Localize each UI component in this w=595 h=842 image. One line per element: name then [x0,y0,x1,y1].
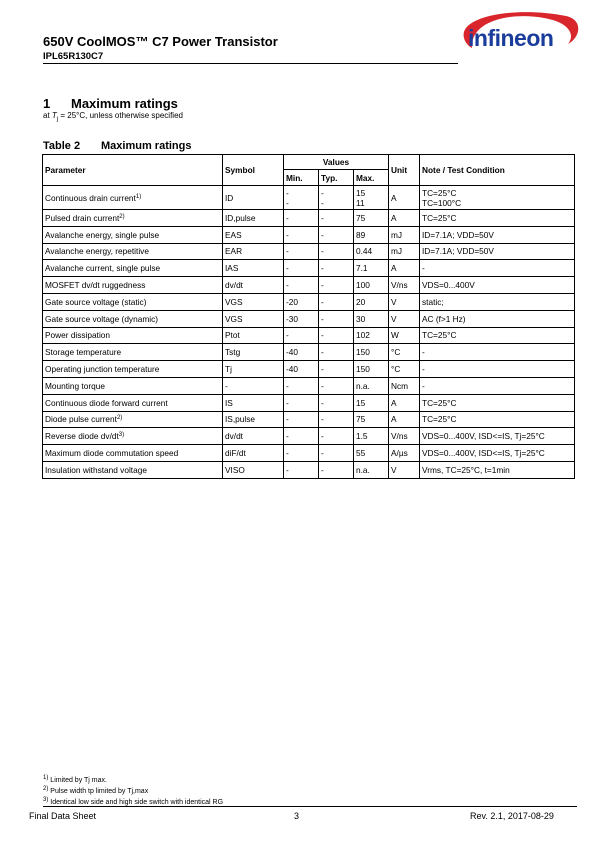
cell-typ: - [319,226,354,243]
cell-symbol: dv/dt [223,277,284,294]
table-row [43,310,575,327]
footnote-2: $^{2)}$ Pulse width tp limited by Tj,max [43,786,149,795]
cell-unit: A [389,394,420,411]
table-row [43,226,575,243]
header-min: Min. [284,170,319,186]
table-caption [43,140,191,152]
cell-typ: - [319,260,354,277]
table-row [43,210,575,227]
cell-parameter: Reverse diode dv/dt$^{3)}$ [43,428,223,445]
footnote-3: $^{3)}$ Identical low side and high side switch with identical RG [43,797,224,806]
footer-divider [43,806,577,807]
cell-typ: - [319,377,354,394]
cell-symbol: VGS [223,293,284,310]
infineon-logo [456,8,582,62]
cell-max: 1.5 [354,428,389,445]
table-row [43,361,575,378]
cell-symbol: IS [223,394,284,411]
header-divider [43,63,458,64]
table-number: Table 2 [43,140,81,152]
table-row [43,461,575,478]
cell-parameter: Pulsed drain current$^{2)}$ [43,210,223,227]
cell-note: AC (f>1 Hz) [420,310,575,327]
cell-symbol: dv/dt [223,428,284,445]
cell-parameter: Avalanche current, single pulse [43,260,223,277]
cell-typ: - [319,243,354,260]
cell-min: -20 [284,293,319,310]
cell-note: - [420,377,575,394]
cell-parameter: Avalanche energy, repetitive [43,243,223,260]
section-title: Maximum ratings [71,96,178,111]
cell-unit: °C [389,361,420,378]
maximum-ratings-table [42,154,575,479]
cell-note: TC=25°C TC=100°C [420,186,575,210]
table-row [43,411,575,428]
table-row [43,394,575,411]
cell-max: 102 [354,327,389,344]
footnote-ref: 1) [135,193,142,200]
cell-note: VDS=0...400V [420,277,575,294]
cell-min: - [284,226,319,243]
cell-min: -40 [284,344,319,361]
cell-symbol: VGS [223,310,284,327]
cell-parameter: Mounting torque [43,377,223,394]
section-subtitle: at $T_j = 25^\circ C$, unless otherwise specified [43,111,183,123]
cell-typ: - [319,293,354,310]
footnote-ref: 2) [116,415,123,422]
section-heading [43,96,178,111]
cell-typ: - [319,277,354,294]
header-parameter: Parameter [43,155,223,186]
cell-symbol: Ptot [223,327,284,344]
cell-max: 30 [354,310,389,327]
table-row [43,327,575,344]
table-row [43,277,575,294]
cell-symbol: diF/dt [223,445,284,462]
cell-max: 15 [354,394,389,411]
cell-note: - [420,260,575,277]
cell-max: n.a. [354,377,389,394]
cell-typ: - [319,327,354,344]
cell-min: -40 [284,361,319,378]
footer-doc-type: Final Data Sheet [29,811,97,821]
cell-typ: - [319,461,354,478]
cell-unit: A [389,411,420,428]
cell-symbol: - [223,377,284,394]
cell-min: - [284,277,319,294]
cell-max: n.a. [354,461,389,478]
cell-symbol: IS,pulse [223,411,284,428]
cell-symbol: EAR [223,243,284,260]
footnotes [43,774,223,807]
cell-symbol: ID [223,186,284,210]
cell-typ: - [319,361,354,378]
cell-unit: °C [389,344,420,361]
cell-parameter: Diode pulse current$^{2)}$ [43,411,223,428]
table-row [43,293,575,310]
cell-max: 100 [354,277,389,294]
cell-min: - [284,260,319,277]
header-unit: Unit [389,155,420,186]
cell-note: ID=7.1A; VDD=50V [420,226,575,243]
cell-symbol: EAS [223,226,284,243]
cell-max: 0.44 [354,243,389,260]
header-typ: Typ. [319,170,354,186]
cell-min: - [284,394,319,411]
cell-max: 75 [354,411,389,428]
cell-typ: - [319,210,354,227]
table-row [43,243,575,260]
cell-parameter: Maximum diode commutation speed [43,445,223,462]
cell-note: VDS=0...400V, ISD<=IS, Tj=25°C [420,445,575,462]
header-values: Values [284,155,389,170]
cell-typ: - [319,310,354,327]
cell-note: static; [420,293,575,310]
table-row [43,260,575,277]
table-row [43,344,575,361]
part-number: IPL65R130C7 [43,51,104,62]
cell-parameter: MOSFET dv/dt ruggedness [43,277,223,294]
logo-text: infineon [468,25,554,51]
cell-max: 7.1 [354,260,389,277]
cell-min: - [284,327,319,344]
table-row [43,186,575,210]
cell-typ: - [319,411,354,428]
cell-max: 89 [354,226,389,243]
cell-note: TC=25°C [420,327,575,344]
cell-unit: V/ns [389,428,420,445]
cell-note: - [420,344,575,361]
footnote-ref: 2) [119,213,125,220]
cell-parameter: Insulation withstand voltage [43,461,223,478]
cell-max: 150 [354,344,389,361]
cell-max: 20 [354,293,389,310]
table-row [43,445,575,462]
cell-max: 150 [354,361,389,378]
cell-min: - [284,377,319,394]
cell-note: - [420,361,575,378]
cell-unit: V/ns [389,277,420,294]
cell-typ: - [319,394,354,411]
cell-note: Vrms, TC=25°C, t=1min [420,461,575,478]
table-body [43,186,575,479]
section-number: 1 [43,96,51,111]
header-note: Note / Test Condition [420,155,575,186]
document-title: 650V CoolMOS™ C7 Power Transistor [43,34,278,49]
cell-parameter: Operating junction temperature [43,361,223,378]
table-row [43,428,575,445]
cell-max: 75 [354,210,389,227]
cell-unit: A [389,210,420,227]
cell-symbol: Tstg [223,344,284,361]
cell-min: - [284,461,319,478]
cell-note: VDS=0...400V, ISD<=IS, Tj=25°C [420,428,575,445]
cell-parameter: Avalanche energy, single pulse [43,226,223,243]
page-number: 3 [294,811,300,821]
cell-unit: mJ [389,226,420,243]
cell-symbol: IAS [223,260,284,277]
cell-note: TC=25°C [420,210,575,227]
cell-typ: - - [319,186,354,210]
cell-unit: A [389,260,420,277]
cell-parameter: Gate source voltage (dynamic) [43,310,223,327]
cell-unit: V [389,293,420,310]
cell-parameter: Power dissipation [43,327,223,344]
cell-max: 15 11 [354,186,389,210]
cell-min: - [284,411,319,428]
cell-symbol: ID,pulse [223,210,284,227]
header-max: Max. [354,170,389,186]
cell-unit: V [389,310,420,327]
cell-min: - [284,210,319,227]
cell-unit: mJ [389,243,420,260]
cell-unit: W [389,327,420,344]
cell-symbol: VISO [223,461,284,478]
cell-parameter: Gate source voltage (static) [43,293,223,310]
table-title: Maximum ratings [101,140,192,152]
cell-unit: A/µs [389,445,420,462]
footnote-ref: 3) [118,432,125,439]
header-symbol: Symbol [223,155,284,186]
table-row [43,377,575,394]
cell-min: - [284,243,319,260]
cell-min: - [284,445,319,462]
cell-min: -30 [284,310,319,327]
cell-note: TC=25°C [420,394,575,411]
cell-min: - [284,428,319,445]
cell-typ: - [319,445,354,462]
cell-note: TC=25°C [420,411,575,428]
cell-unit: Ncm [389,377,420,394]
cell-min: - - [284,186,319,210]
cell-parameter: Continuous diode forward current [43,394,223,411]
cell-unit: A [389,186,420,210]
cell-parameter: Storage temperature [43,344,223,361]
footnote-1: $^{1)}$ Limited by Tj max. [43,775,107,784]
revision-date: Rev. 2.1, 2017-08-29 [470,811,554,821]
cell-unit: V [389,461,420,478]
cell-symbol: Tj [223,361,284,378]
cell-parameter: Continuous drain current$^{1)}$ [43,186,223,210]
cell-max: 55 [354,445,389,462]
cell-note: ID=7.1A; VDD=50V [420,243,575,260]
cell-typ: - [319,428,354,445]
cell-typ: - [319,344,354,361]
